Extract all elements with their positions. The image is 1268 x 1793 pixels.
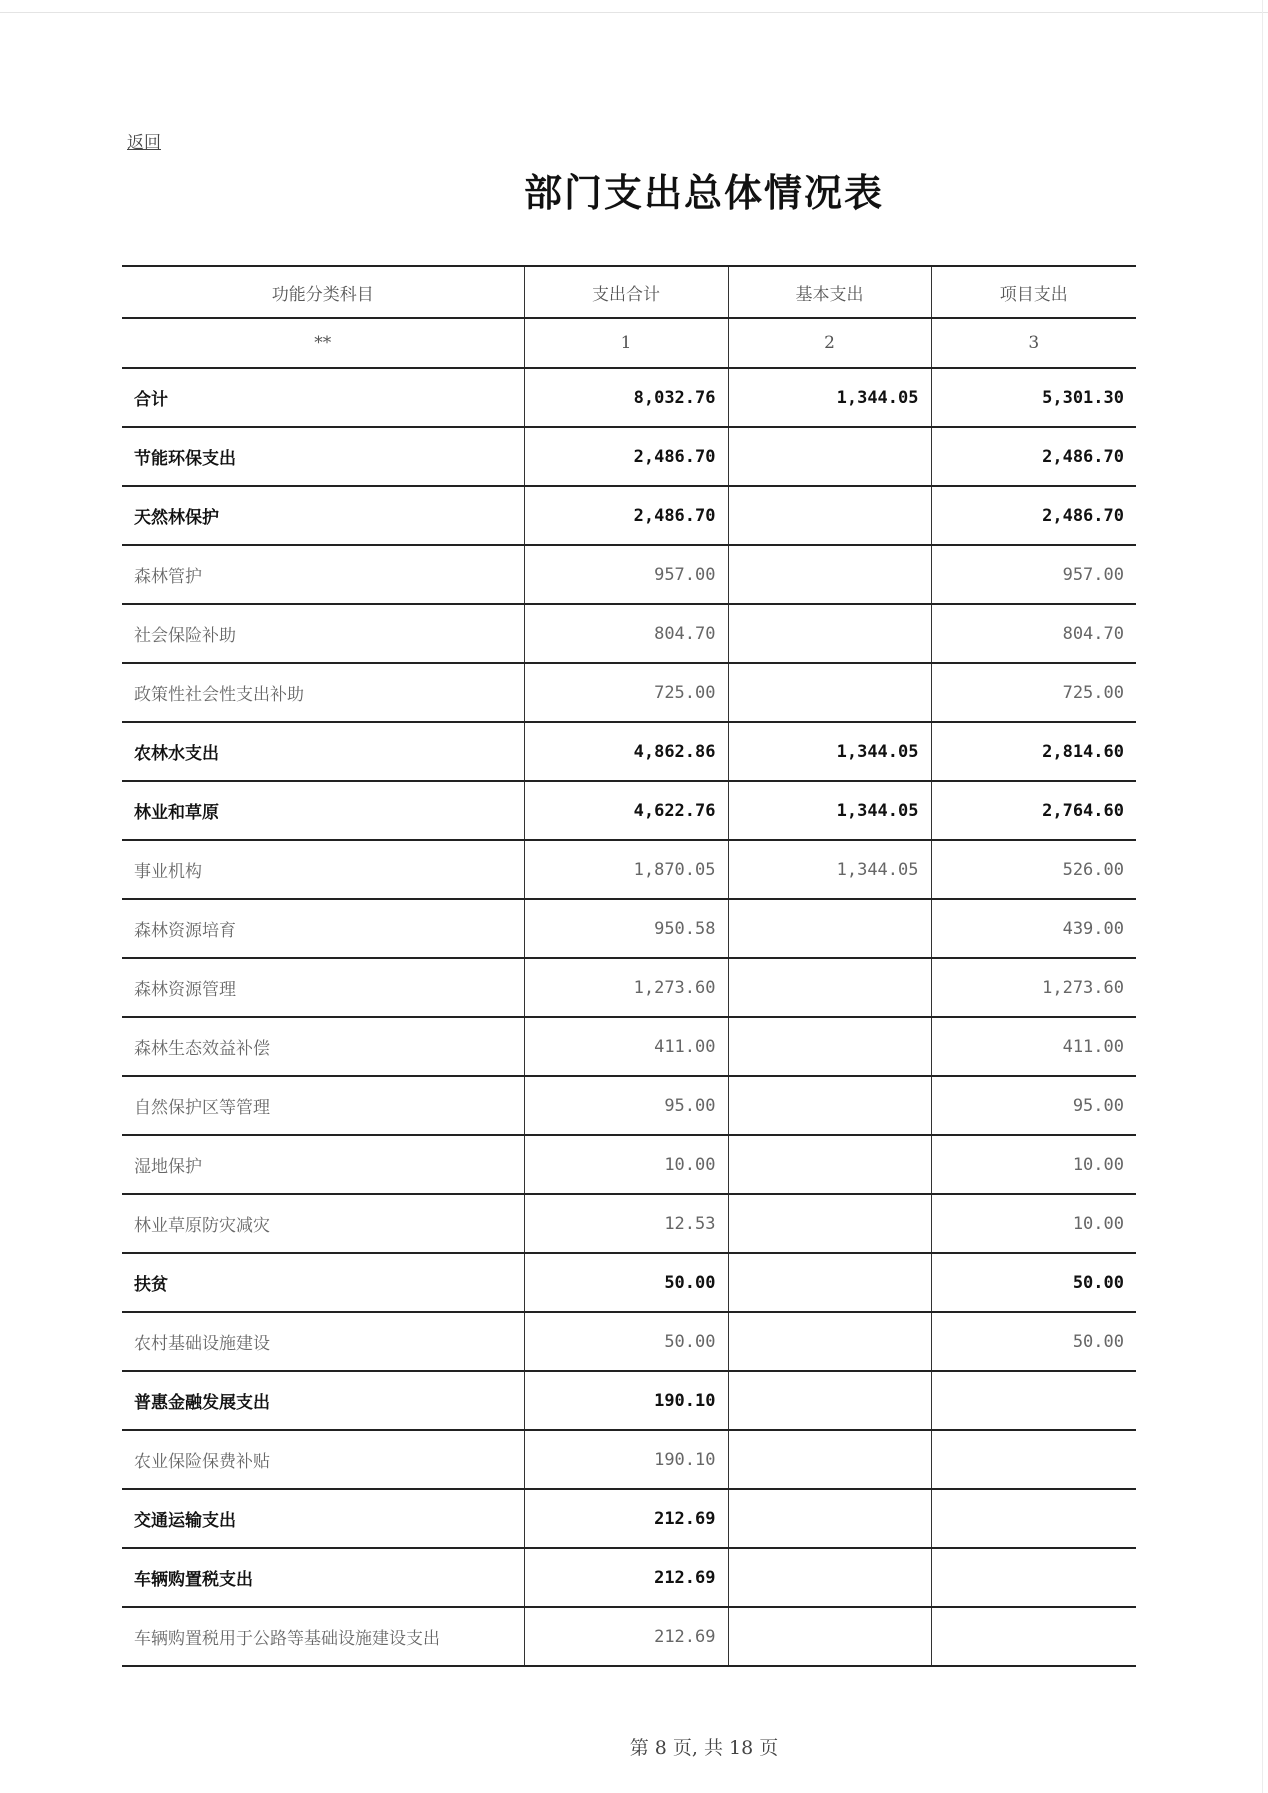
- header-category: 功能分类科目: [122, 266, 524, 318]
- row-basic: [728, 1548, 931, 1607]
- row-basic: [728, 958, 931, 1017]
- table-row: [122, 1430, 1136, 1489]
- table-row: [122, 1312, 1136, 1371]
- top-rule: [0, 12, 1268, 13]
- row-name: 森林资源管理: [122, 958, 524, 1017]
- table-row: [122, 545, 1136, 604]
- row-total: 1,273.60: [524, 958, 728, 1017]
- row-total: 50.00: [524, 1312, 728, 1371]
- row-name: 林业和草原: [122, 781, 524, 840]
- row-project: [931, 1489, 1136, 1548]
- row-name: 森林管护: [122, 545, 524, 604]
- row-project: 725.00: [931, 663, 1136, 722]
- row-total: 725.00: [524, 663, 728, 722]
- row-name: 农林水支出: [122, 722, 524, 781]
- row-project: 10.00: [931, 1135, 1136, 1194]
- row-project: 2,814.60: [931, 722, 1136, 781]
- index-cell: 2: [728, 318, 931, 368]
- row-name: 扶贫: [122, 1253, 524, 1312]
- row-project: 526.00: [931, 840, 1136, 899]
- index-cell: **: [122, 318, 524, 368]
- row-name: 节能环保支出: [122, 427, 524, 486]
- header-total: 支出合计: [524, 266, 728, 318]
- row-project: [931, 1371, 1136, 1430]
- row-name: 森林生态效益补偿: [122, 1017, 524, 1076]
- row-basic: [728, 1135, 931, 1194]
- row-project: 804.70: [931, 604, 1136, 663]
- row-total: 50.00: [524, 1253, 728, 1312]
- table-row: [122, 1076, 1136, 1135]
- row-total: 950.58: [524, 899, 728, 958]
- row-project: 1,273.60: [931, 958, 1136, 1017]
- row-name: 林业草原防灾减灾: [122, 1194, 524, 1253]
- row-project: [931, 1430, 1136, 1489]
- table-row: [122, 1135, 1136, 1194]
- row-basic: [728, 1312, 931, 1371]
- row-total: 4,622.76: [524, 781, 728, 840]
- row-basic: [728, 1371, 931, 1430]
- row-basic: [728, 427, 931, 486]
- table-row: [122, 1253, 1136, 1312]
- row-basic: [728, 1194, 931, 1253]
- row-project: 95.00: [931, 1076, 1136, 1135]
- row-name: 车辆购置税支出: [122, 1548, 524, 1607]
- row-basic: [728, 1017, 931, 1076]
- row-name: 湿地保护: [122, 1135, 524, 1194]
- row-name: 社会保险补助: [122, 604, 524, 663]
- table-row: [122, 1194, 1136, 1253]
- table-row: [122, 1371, 1136, 1430]
- row-basic: [728, 545, 931, 604]
- table-row: [122, 604, 1136, 663]
- row-total: 411.00: [524, 1017, 728, 1076]
- row-name: 事业机构: [122, 840, 524, 899]
- row-name: 车辆购置税用于公路等基础设施建设支出: [122, 1607, 524, 1666]
- row-basic: 1,344.05: [728, 368, 931, 427]
- row-total: 190.10: [524, 1371, 728, 1430]
- row-name: 农业保险保费补贴: [122, 1430, 524, 1489]
- row-name: 普惠金融发展支出: [122, 1371, 524, 1430]
- page-title: 部门支出总体情况表: [523, 171, 884, 215]
- row-basic: 1,344.05: [728, 722, 931, 781]
- table-row: [122, 899, 1136, 958]
- row-total: 2,486.70: [524, 486, 728, 545]
- row-project: 2,764.60: [931, 781, 1136, 840]
- row-name: 天然林保护: [122, 486, 524, 545]
- row-basic: [728, 1076, 931, 1135]
- table-row: [122, 663, 1136, 722]
- row-project: 411.00: [931, 1017, 1136, 1076]
- table-row: [122, 427, 1136, 486]
- row-project: 957.00: [931, 545, 1136, 604]
- table-row: [122, 781, 1136, 840]
- row-total: 212.69: [524, 1607, 728, 1666]
- row-total: 1,870.05: [524, 840, 728, 899]
- row-total: 212.69: [524, 1489, 728, 1548]
- row-project: 50.00: [931, 1312, 1136, 1371]
- row-total: 4,862.86: [524, 722, 728, 781]
- row-project: 2,486.70: [931, 486, 1136, 545]
- row-basic: [728, 899, 931, 958]
- header-row: [122, 266, 1136, 318]
- row-basic: [728, 486, 931, 545]
- row-basic: [728, 1430, 931, 1489]
- index-cell: 1: [524, 318, 728, 368]
- table-row: [122, 1607, 1136, 1666]
- table-row: [122, 1017, 1136, 1076]
- row-project: 5,301.30: [931, 368, 1136, 427]
- row-total: 95.00: [524, 1076, 728, 1135]
- row-total: 190.10: [524, 1430, 728, 1489]
- row-total: 212.69: [524, 1548, 728, 1607]
- row-total: 957.00: [524, 545, 728, 604]
- row-basic: [728, 1489, 931, 1548]
- header-project: 项目支出: [931, 266, 1136, 318]
- row-basic: 1,344.05: [728, 781, 931, 840]
- row-project: [931, 1548, 1136, 1607]
- row-project: 2,486.70: [931, 427, 1136, 486]
- index-cell: 3: [931, 318, 1136, 368]
- row-name: 合计: [122, 368, 524, 427]
- table-row: [122, 722, 1136, 781]
- expenditure-table: [122, 265, 1136, 1667]
- row-basic: [728, 1253, 931, 1312]
- index-row: [122, 318, 1136, 368]
- back-link[interactable]: 返回: [127, 133, 161, 153]
- row-name: 交通运输支出: [122, 1489, 524, 1548]
- row-name: 农村基础设施建设: [122, 1312, 524, 1371]
- table-row: [122, 1548, 1136, 1607]
- table-row: [122, 1489, 1136, 1548]
- row-basic: [728, 663, 931, 722]
- row-total: 10.00: [524, 1135, 728, 1194]
- page-edge: [1262, 0, 1263, 1793]
- row-basic: 1,344.05: [728, 840, 931, 899]
- row-total: 804.70: [524, 604, 728, 663]
- table-row: [122, 840, 1136, 899]
- header-basic: 基本支出: [728, 266, 931, 318]
- row-total: 8,032.76: [524, 368, 728, 427]
- row-project: 439.00: [931, 899, 1136, 958]
- table-row: [122, 368, 1136, 427]
- row-project: 50.00: [931, 1253, 1136, 1312]
- row-basic: [728, 604, 931, 663]
- row-total: 12.53: [524, 1194, 728, 1253]
- row-name: 森林资源培育: [122, 899, 524, 958]
- page-footer: 第 8 页, 共 18 页: [629, 1737, 779, 1759]
- row-name: 自然保护区等管理: [122, 1076, 524, 1135]
- row-project: [931, 1607, 1136, 1666]
- row-name: 政策性社会性支出补助: [122, 663, 524, 722]
- row-project: 10.00: [931, 1194, 1136, 1253]
- row-total: 2,486.70: [524, 427, 728, 486]
- table-row: [122, 486, 1136, 545]
- table-row: [122, 958, 1136, 1017]
- row-basic: [728, 1607, 931, 1666]
